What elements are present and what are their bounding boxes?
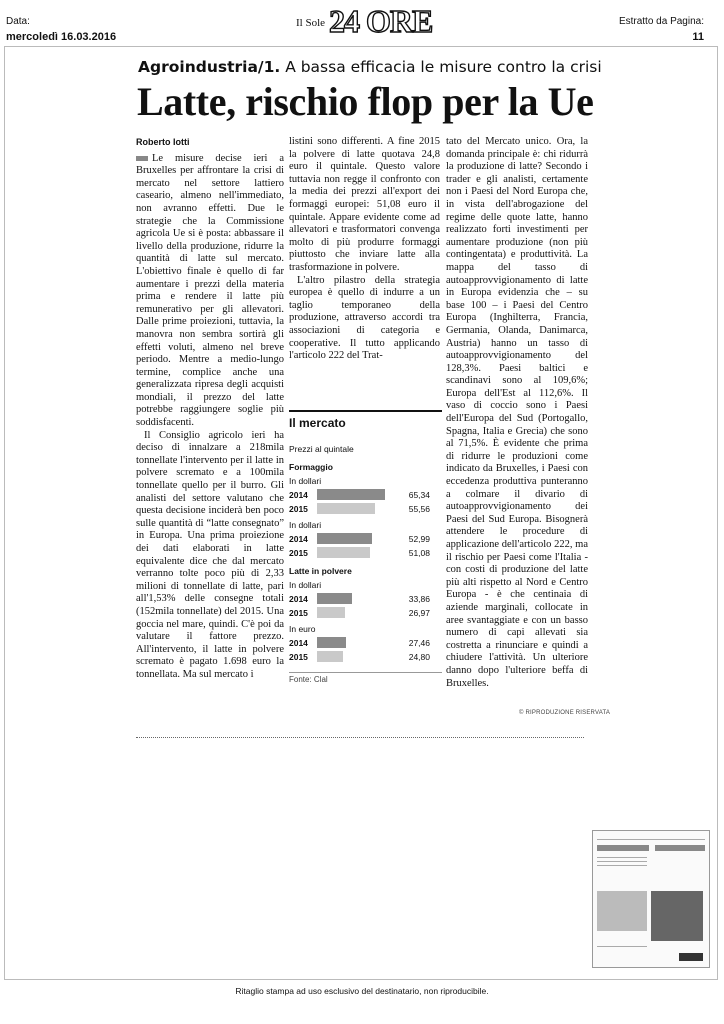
- footer-notice: Ritaglio stampa ad uso esclusivo del destinatario, non riproducibile.: [235, 986, 489, 996]
- chart-bar-row: [289, 650, 442, 664]
- chart-value-label: 55,56: [408, 504, 430, 514]
- thumb-logo: [679, 953, 703, 961]
- lead-bar-icon: [136, 156, 148, 161]
- header-date-value: mercoledì 16.03.2016: [6, 31, 117, 43]
- chart-value-label: 27,46: [408, 638, 430, 648]
- chart-year-label: 2015: [289, 548, 308, 558]
- col1-paragraph-2: Il Consiglio agricolo ieri ha deciso di innalzare a 218mila tonnellate l'intervento per il latte in polvere scremato e a 100mila tonnellate quello per il burro. Gli analisti del settore valutano che questa decisione inciderà ben poco sulle quantità di “latte consegnato” in Europa. Una prima proiezione dei dati elaborati in latte equivalente dice che dal mercato verranno tolte poco più di 2,33 milioni di tonnellate di latte, pari all'1,53% delle consegne totali (152mila tonnellate) del 2015. Una goccia nel mare, quindi. C'è poi da valutare il fattore prezzo. All'intervento, il latte in polvere scremato è pagato 1.698 euro la tonnellata. Ma sul mercato i: [136, 429, 284, 680]
- chart-bar-row: [289, 546, 442, 560]
- col3-paragraph-1: tato del Mercato unico. Ora, la domanda principale è: chi ridurrà la produzione di latte? Secondo i trader e gli analisti, certamente non i Paesi del Nord Europa che, in vista dell'abrogazione del regime delle quote latte, hanno realizzato forti investimenti per aumentare produzione (non più contingentata) e produttività. La mappa del tasso di autoapprovvigionamento di latte in Europa evidenzia che – su base 100 – i Paesi del Centro Europa (Inghilterra, Francia, Germania, Olanda, Danimarca, Austria) hanno un tasso di autoapprovvigionamento del 128,3%. Paesi baltici e scandinavi sono al 109,6%; Europa dell'Est al 112,6%. Il vaso di coccio sono i Paesi dell'Europa del Sud (Portogallo, Spagna, Italia e Grecia) che sono al 71,5%. È evidente che prima di ridurre le produzioni come indicato da Bruxelles, i Paesi con eccedenza produttiva punteranno a colmare il divario di autoapprovvigionamento dei Paesi del Sud Europa. Bisognerà attendere le procedure di applicazione dell'articolo 222, ma il rischio per Paesi come l'Italia - con costi di produzione del latte più alti rispetto al Nord e Centro Europa - è che centinaia di aziende marginali, collocate in aree svantaggiate e con un basso numero di capi allevati sia costretta a rinunciare e quindi a chiudere l'attività. Un ulteriore danno dopo l'ulteriore beffa di Bruxelles.: [446, 136, 588, 689]
- col1-p1-text: Le misure decise ieri a Bruxelles per affrontare la crisi di mercato nel settore lattiero caseario, almeno nell'immediato, non avranno effetti. Due le strategie che la Commissione agricola Ue si è posta: abbassare il livello della produzione, ridurre la quantità di latte sul mercato. L'obiettivo finale è quello di far aumentare i prezzi della materia prima e rendere il latte più remunerativo per gli allevatori. Dalle prime proiezioni, tuttavia, la manovra non sembra sortirà gli effetti voluti, almeno nel breve periodo. Mentre a medio-lungo termine, complice anche una generalizzata ripresa degli acquisti mondiali, il prezzo del latte potrebbe raggiungere soglie più soddisfacenti.: [136, 152, 284, 429]
- col2-paragraph-2: L'altro pilastro della strategia europea è quello di indurre a un taglio temporaneo della produzione, attraverso accordi tra associazioni di categoria e cooperative. Il tutto applicando l'articolo 222 del Trat-: [289, 274, 440, 362]
- article-headline: Latte, rischio flop per la Ue: [137, 79, 594, 124]
- chart-unit-label: In euro: [289, 624, 316, 634]
- chart-bar: [317, 547, 370, 558]
- col1-paragraph-1: [136, 153, 284, 430]
- chart-year-label: 2015: [289, 504, 308, 514]
- col2-paragraph-1: listini sono differenti. A fine 2015 la polvere di latte quotava 24,8 euro il quintale. Questo valore tuttavia non regge il confronto con la media dei prezzi all'export dei formaggi europei: 51,08 euro il quintale. Appare evidente come ad allevatori e trasformatori convenga molto di più produrre formaggi piuttosto che inviare latte alla trasformazione in polvere.: [289, 136, 440, 273]
- article-column-1: [136, 136, 284, 682]
- article-kicker: [138, 58, 602, 76]
- masthead-logo: 24 ORE: [329, 3, 433, 39]
- chart-section-label: Latte in polvere: [289, 566, 352, 576]
- thumb-block: [597, 845, 649, 851]
- thumb-block: [655, 845, 705, 851]
- chart-bar: [317, 533, 372, 544]
- masthead: [296, 3, 433, 39]
- chart-year-label: 2015: [289, 652, 308, 662]
- header-date-label: Data:: [6, 16, 30, 27]
- chart-value-label: 24,80: [408, 652, 430, 662]
- chart-bar: [317, 489, 385, 500]
- chart-bar: [317, 607, 345, 618]
- chart-value-label: 33,86: [408, 594, 430, 604]
- thumb-line: [597, 861, 647, 862]
- chart-bar-row: [289, 502, 442, 516]
- chart-bar: [317, 503, 375, 514]
- chart-year-label: 2015: [289, 608, 308, 618]
- article-column-2: [289, 136, 440, 363]
- thumb-line: [597, 857, 647, 858]
- article-bottom-rule: [136, 737, 584, 738]
- copyright-note: © RIPRODUZIONE RISERVATA: [519, 710, 611, 716]
- chart: [289, 410, 442, 684]
- chart-year-label: 2014: [289, 490, 308, 500]
- chart-source: Fonte: Clal: [289, 672, 442, 684]
- thumb-block: [597, 891, 647, 931]
- article-author: Roberto Iotti: [136, 137, 190, 147]
- chart-section-label: Formaggio: [289, 462, 333, 472]
- chart-unit-label: In dollari: [289, 520, 322, 530]
- chart-year-label: 2014: [289, 638, 308, 648]
- kicker-rest: A bassa efficacia le misure contro la crisi: [285, 58, 602, 76]
- chart-year-label: 2014: [289, 594, 308, 604]
- chart-title: Il mercato: [289, 410, 442, 430]
- chart-unit-label: In dollari: [289, 476, 322, 486]
- kicker-bold: Agroindustria/1.: [138, 58, 281, 76]
- chart-bar-row: [289, 532, 442, 546]
- chart-year-label: 2014: [289, 534, 308, 544]
- chart-value-label: 51,08: [408, 548, 430, 558]
- masthead-small: Il Sole: [296, 17, 326, 29]
- page-thumbnail: [592, 830, 710, 968]
- thumb-line: [597, 946, 647, 947]
- chart-bar-row: [289, 636, 442, 650]
- chart-bar: [317, 637, 346, 648]
- chart-bar-row: [289, 592, 442, 606]
- chart-value-label: 52,99: [408, 534, 430, 544]
- thumb-line: [597, 839, 705, 840]
- chart-value-label: 65,34: [408, 490, 430, 500]
- chart-value-label: 26,97: [408, 608, 430, 618]
- chart-subtitle: Prezzi al quintale: [289, 444, 354, 454]
- chart-bar-row: [289, 606, 442, 620]
- chart-bar-row: [289, 488, 442, 502]
- header-page-number: 11: [692, 31, 704, 43]
- chart-unit-label: In dollari: [289, 580, 322, 590]
- article-column-3: [446, 136, 588, 690]
- chart-bar: [317, 593, 352, 604]
- chart-bar: [317, 651, 343, 662]
- header-extract-label: Estratto da Pagina:: [618, 16, 704, 27]
- thumb-line: [597, 865, 647, 866]
- thumb-photo: [651, 891, 703, 941]
- chart-groups: [289, 462, 442, 664]
